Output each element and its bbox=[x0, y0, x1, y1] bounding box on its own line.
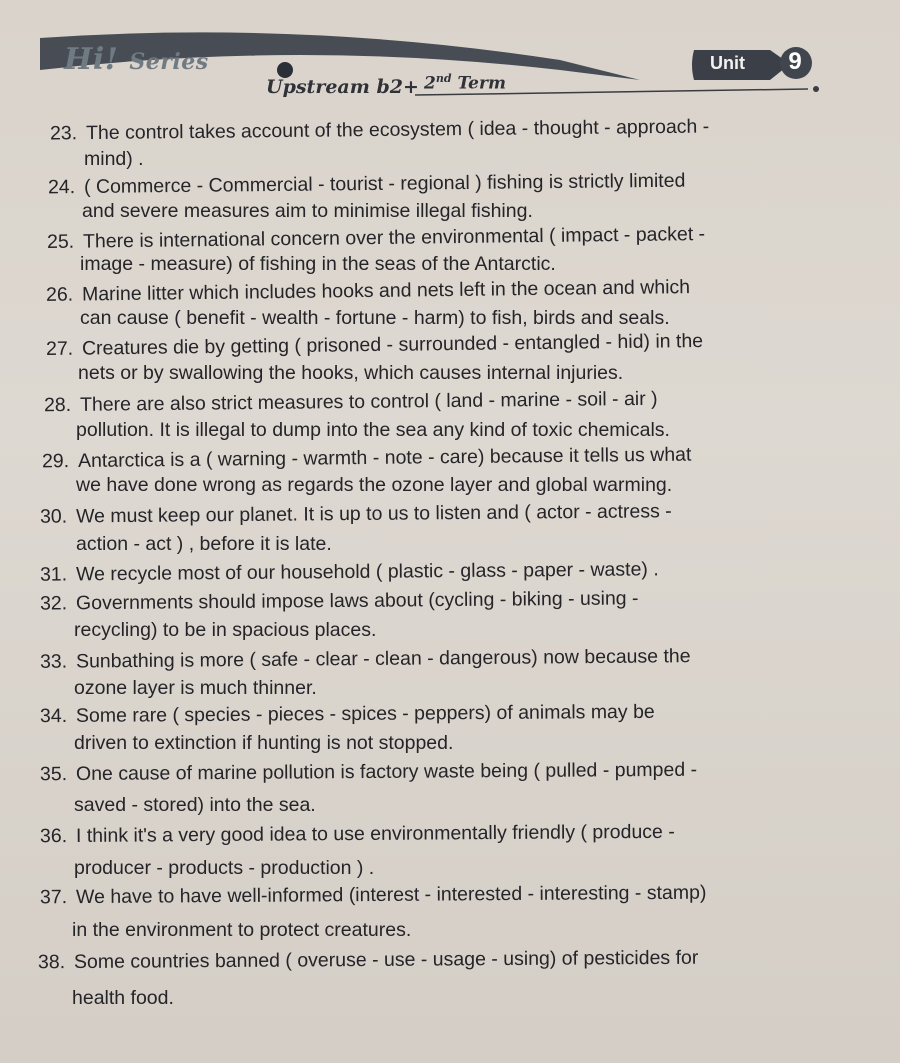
question-line bbox=[48, 169, 686, 200]
question-line bbox=[84, 147, 144, 171]
question-line bbox=[38, 946, 698, 975]
question-number: 34. bbox=[39, 704, 68, 728]
question-text: and severe measures aim to minimise illegal fishing. bbox=[82, 200, 533, 222]
question-text: Sunbathing is more ( safe - clear - clean - dangerous) now because the bbox=[75, 645, 691, 673]
question-line bbox=[76, 532, 332, 556]
question-line bbox=[40, 758, 697, 787]
question-line bbox=[74, 856, 374, 880]
unit-label: Unit bbox=[710, 53, 745, 73]
question-line bbox=[82, 199, 533, 223]
question-number: 36. bbox=[39, 825, 68, 848]
series-word: Series bbox=[129, 49, 209, 75]
question-line bbox=[47, 222, 705, 254]
question-text: Some rare ( species - pieces - spices - peppers) of animals may be bbox=[75, 700, 655, 727]
question-line bbox=[40, 586, 639, 615]
question-number: 32. bbox=[39, 592, 68, 615]
question-line bbox=[40, 557, 659, 586]
question-text: we have done wrong as regards the ozone layer and global warming. bbox=[76, 474, 673, 496]
question-text: The control takes account of the ecosystem ( idea - thought - approach - bbox=[85, 115, 710, 145]
question-number: 35. bbox=[39, 763, 68, 786]
question-number: 24. bbox=[47, 176, 76, 199]
question-text: Some countries banned ( overuse - use - usage - using) of pesticides for bbox=[73, 946, 699, 974]
question-line bbox=[40, 820, 675, 848]
question-text: Antarctica is a ( warning - warmth - note - care) because it tells us what bbox=[77, 443, 692, 473]
question-text: in the environment to protect creatures. bbox=[72, 919, 412, 941]
question-line bbox=[74, 793, 316, 817]
question-text: ( Commerce - Commercial - tourist - regional ) fishing is strictly limited bbox=[83, 169, 686, 198]
question-number: 28. bbox=[43, 393, 72, 417]
question-text: action - act ) , before it is late. bbox=[76, 533, 332, 555]
question-line bbox=[42, 443, 692, 474]
question-text: ozone layer is much thinner. bbox=[74, 677, 317, 699]
question-line bbox=[44, 387, 658, 417]
question-line bbox=[72, 986, 174, 1010]
question-line bbox=[40, 644, 691, 674]
series-hi: Hi! bbox=[64, 42, 119, 77]
question-text: We must keep our planet. It is up to us to listen and ( actor - actress - bbox=[75, 500, 672, 528]
question-line bbox=[80, 252, 556, 276]
question-text: health food. bbox=[72, 987, 174, 1009]
question-text: We have to have well-informed (interest - interested - interesting - stamp) bbox=[75, 881, 707, 909]
question-text: producer - products - production ) . bbox=[74, 857, 375, 879]
term-number: 2 bbox=[424, 73, 436, 94]
unit-number: 9 bbox=[788, 48, 802, 75]
question-number: 23. bbox=[49, 122, 78, 145]
question-number: 31. bbox=[39, 563, 68, 586]
question-text: driven to extinction if hunting is not stopped. bbox=[74, 732, 454, 754]
question-line bbox=[46, 275, 690, 307]
question-line bbox=[50, 115, 709, 146]
question-text: recycling) to be in spacious places. bbox=[74, 619, 377, 641]
question-text: There is international concern over the environmental ( impact - packet - bbox=[82, 222, 706, 253]
question-number: 30. bbox=[39, 505, 68, 528]
question-line bbox=[74, 618, 376, 642]
question-line bbox=[46, 329, 703, 361]
question-line bbox=[72, 918, 411, 942]
question-text: There are also strict measures to control ( land - marine - soil - air ) bbox=[79, 387, 658, 416]
question-line bbox=[40, 881, 707, 910]
term-word: Term bbox=[457, 73, 506, 94]
question-text: can cause ( benefit - wealth - fortune - harm) to fish, birds and seals. bbox=[80, 307, 670, 329]
question-line bbox=[40, 499, 672, 529]
question-text: We recycle most of our household ( plastic - glass - paper - waste) . bbox=[75, 558, 659, 586]
question-line bbox=[40, 700, 655, 728]
question-number: 33. bbox=[39, 650, 68, 673]
question-line bbox=[76, 418, 670, 442]
book-title: Upstream b2+ bbox=[266, 76, 419, 98]
question-text: One cause of marine pollution is factory waste being ( pulled - pumped - bbox=[75, 758, 698, 786]
question-text: Creatures die by getting ( prisoned - surrounded - entangled - hid) in the bbox=[81, 329, 704, 360]
question-line bbox=[76, 473, 672, 497]
question-text: I think it's a very good idea to use environmentally friendly ( produce - bbox=[75, 820, 675, 847]
question-number: 37. bbox=[39, 886, 68, 909]
question-text: pollution. It is illegal to dump into the sea any kind of toxic chemicals. bbox=[76, 419, 670, 441]
question-number: 26. bbox=[45, 283, 74, 306]
question-text: Governments should impose laws about (cycling - biking - using - bbox=[75, 587, 639, 615]
question-text: Marine litter which includes hooks and nets left in the ocean and which bbox=[81, 276, 691, 306]
question-line bbox=[74, 731, 453, 755]
question-number: 29. bbox=[41, 450, 70, 473]
question-line bbox=[74, 676, 317, 700]
question-text: image - measure) of fishing in the seas of the Antarctic. bbox=[80, 253, 556, 275]
question-text: nets or by swallowing the hooks, which causes internal injuries. bbox=[78, 362, 624, 384]
question-number: 25. bbox=[46, 230, 75, 254]
question-number: 38. bbox=[37, 951, 66, 974]
question-text: saved - stored) into the sea. bbox=[74, 794, 316, 816]
question-line bbox=[78, 361, 623, 385]
question-line bbox=[80, 306, 670, 330]
question-number: 27. bbox=[45, 337, 74, 361]
term-suffix: nd bbox=[435, 72, 452, 85]
question-text: mind) . bbox=[84, 148, 144, 170]
